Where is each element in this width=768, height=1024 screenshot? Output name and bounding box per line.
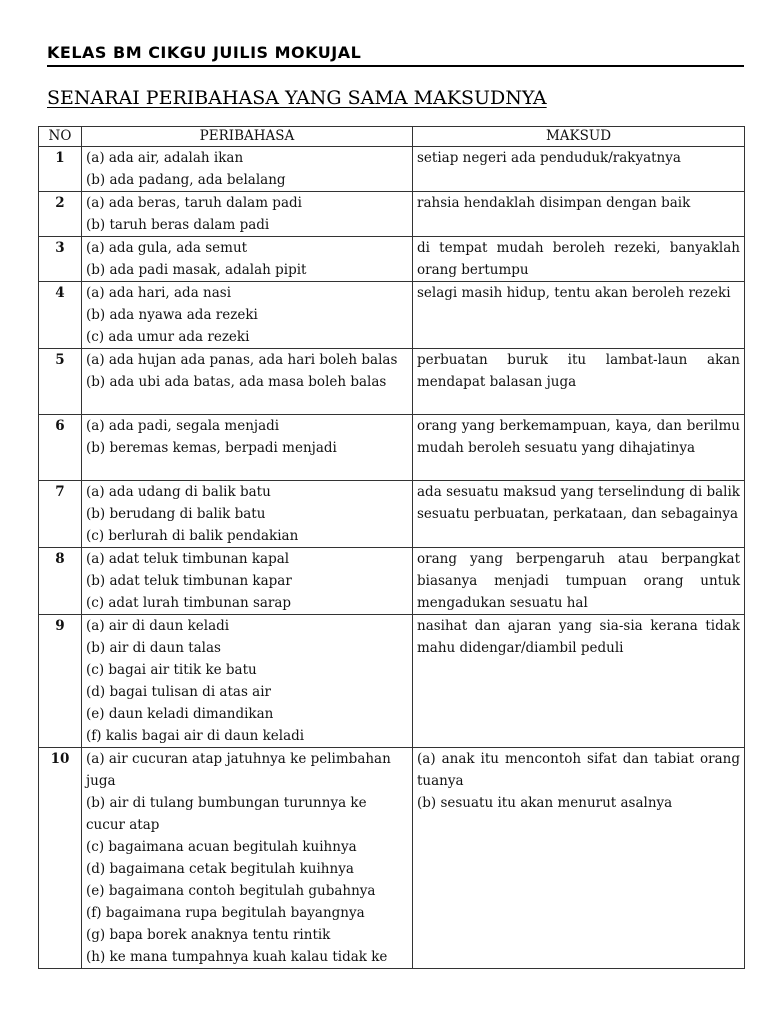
maksud-cell <box>413 192 745 237</box>
maksud-item: orang yang berkemampuan, kaya, dan berilmu mudah beroleh sesuatu yang dihajatinya <box>417 418 740 456</box>
maksud-item: (a) anak itu mencontoh sifat dan tabiat orang tuanya <box>417 751 740 789</box>
table-row <box>39 615 745 748</box>
peribahasa-item: (h) ke mana tumpahnya kuah kalau tidak ke <box>86 949 388 965</box>
peribahasa-item: (b) berudang di balik batu <box>86 506 266 522</box>
maksud-item: setiap negeri ada penduduk/rakyatnya <box>417 150 681 166</box>
row-number: 4 <box>39 282 82 349</box>
peribahasa-item: (c) adat lurah timbunan sarap <box>86 595 292 611</box>
peribahasa-item: (a) ada hari, ada nasi <box>86 285 232 301</box>
table-row <box>39 481 745 548</box>
peribahasa-cell <box>82 748 413 969</box>
table-row <box>39 548 745 615</box>
maksud-cell <box>413 349 745 415</box>
peribahasa-item: (b) ada nyawa ada rezeki <box>86 307 258 323</box>
row-number: 1 <box>39 147 82 192</box>
maksud-item: (b) sesuatu itu akan menurut asalnya <box>417 795 673 811</box>
table-row <box>39 192 745 237</box>
maksud-cell <box>413 147 745 192</box>
maksud-item: di tempat mudah beroleh rezeki, banyaklah orang bertumpu <box>417 240 740 278</box>
maksud-item: perbuatan buruk itu lambat-laun akan mendapat balasan juga <box>417 352 740 390</box>
peribahasa-cell <box>82 349 413 415</box>
peribahasa-item: (a) ada udang di balik batu <box>86 484 271 500</box>
peribahasa-item: (b) ada padi masak, adalah pipit <box>86 262 307 278</box>
maksud-item: selagi masih hidup, tentu akan beroleh rezeki <box>417 285 731 301</box>
table-row <box>39 147 745 192</box>
table-row <box>39 748 745 969</box>
peribahasa-item: (a) ada gula, ada semut <box>86 240 248 256</box>
table-row <box>39 282 745 349</box>
row-number: 7 <box>39 481 82 548</box>
table-header-row <box>39 127 745 147</box>
peribahasa-item: (a) ada padi, segala menjadi <box>86 418 280 434</box>
table-row <box>39 415 745 481</box>
column-header-peribahasa: PERIBAHASA <box>82 127 413 147</box>
peribahasa-cell <box>82 147 413 192</box>
peribahasa-item: (e) bagaimana contoh begitulah gubahnya <box>86 883 376 899</box>
peribahasa-cell <box>82 415 413 481</box>
maksud-cell <box>413 748 745 969</box>
row-number: 2 <box>39 192 82 237</box>
peribahasa-cell <box>82 481 413 548</box>
peribahasa-item: (b) ada ubi ada batas, ada masa boleh balas <box>86 374 387 390</box>
document-header: KELAS BM CIKGU JUILIS MOKUJAL <box>47 42 744 67</box>
row-number: 10 <box>39 748 82 969</box>
maksud-cell <box>413 282 745 349</box>
peribahasa-cell <box>82 548 413 615</box>
peribahasa-item: (c) berlurah di balik pendakian <box>86 528 299 544</box>
peribahasa-item: (a) ada air, adalah ikan <box>86 150 244 166</box>
peribahasa-item: (c) ada umur ada rezeki <box>86 329 250 345</box>
row-number: 8 <box>39 548 82 615</box>
proverb-table <box>38 126 745 969</box>
peribahasa-item: (a) air di daun keladi <box>86 618 230 634</box>
row-number: 3 <box>39 237 82 282</box>
maksud-cell <box>413 481 745 548</box>
table-body <box>39 147 745 969</box>
peribahasa-item: (a) ada hujan ada panas, ada hari boleh balas <box>86 352 398 368</box>
column-header-no: NO <box>39 127 82 147</box>
peribahasa-cell <box>82 282 413 349</box>
maksud-cell <box>413 237 745 282</box>
peribahasa-item: (f) bagaimana rupa begitulah bayangnya <box>86 905 365 921</box>
maksud-item: orang yang berpengaruh atau berpangkat biasanya menjadi tumpuan orang untuk mengadukan sesuatu hal <box>417 551 740 611</box>
peribahasa-cell <box>82 237 413 282</box>
row-number: 6 <box>39 415 82 481</box>
row-number: 5 <box>39 349 82 415</box>
peribahasa-item: (b) ada padang, ada belalang <box>86 172 286 188</box>
peribahasa-cell <box>82 192 413 237</box>
maksud-item: rahsia hendaklah disimpan dengan baik <box>417 195 691 211</box>
maksud-cell <box>413 548 745 615</box>
table-row <box>39 349 745 415</box>
peribahasa-item: (c) bagai air titik ke batu <box>86 662 257 678</box>
maksud-cell <box>413 615 745 748</box>
peribahasa-cell <box>82 615 413 748</box>
maksud-cell <box>413 415 745 481</box>
peribahasa-item: (b) adat teluk timbunan kapar <box>86 573 292 589</box>
document-title: SENARAI PERIBAHASA YANG SAMA MAKSUDNYA <box>47 87 547 109</box>
maksud-item: nasihat dan ajaran yang sia-sia kerana tidak mahu didengar/diambil peduli <box>417 618 740 656</box>
peribahasa-item: (a) air cucuran atap jatuhnya ke pelimbahan juga <box>86 751 391 789</box>
row-number: 9 <box>39 615 82 748</box>
peribahasa-item: (b) air di tulang bumbungan turunnya ke cucur atap <box>86 795 367 833</box>
column-header-maksud: MAKSUD <box>413 127 745 147</box>
maksud-item: ada sesuatu maksud yang terselindung di balik sesuatu perbuatan, perkataan, dan sebagainya <box>417 484 740 522</box>
peribahasa-item: (b) beremas kemas, berpadi menjadi <box>86 440 337 456</box>
peribahasa-item: (f) kalis bagai air di daun keladi <box>86 728 305 744</box>
peribahasa-item: (a) adat teluk timbunan kapal <box>86 551 290 567</box>
peribahasa-item: (d) bagaimana cetak begitulah kuihnya <box>86 861 354 877</box>
peribahasa-item: (b) taruh beras dalam padi <box>86 217 270 233</box>
peribahasa-item: (d) bagai tulisan di atas air <box>86 684 271 700</box>
peribahasa-item: (g) bapa borek anaknya tentu rintik <box>86 927 331 943</box>
peribahasa-item: (b) air di daun talas <box>86 640 221 656</box>
peribahasa-item: (a) ada beras, taruh dalam padi <box>86 195 302 211</box>
table-row <box>39 237 745 282</box>
peribahasa-item: (e) daun keladi dimandikan <box>86 706 274 722</box>
peribahasa-item: (c) bagaimana acuan begitulah kuihnya <box>86 839 357 855</box>
